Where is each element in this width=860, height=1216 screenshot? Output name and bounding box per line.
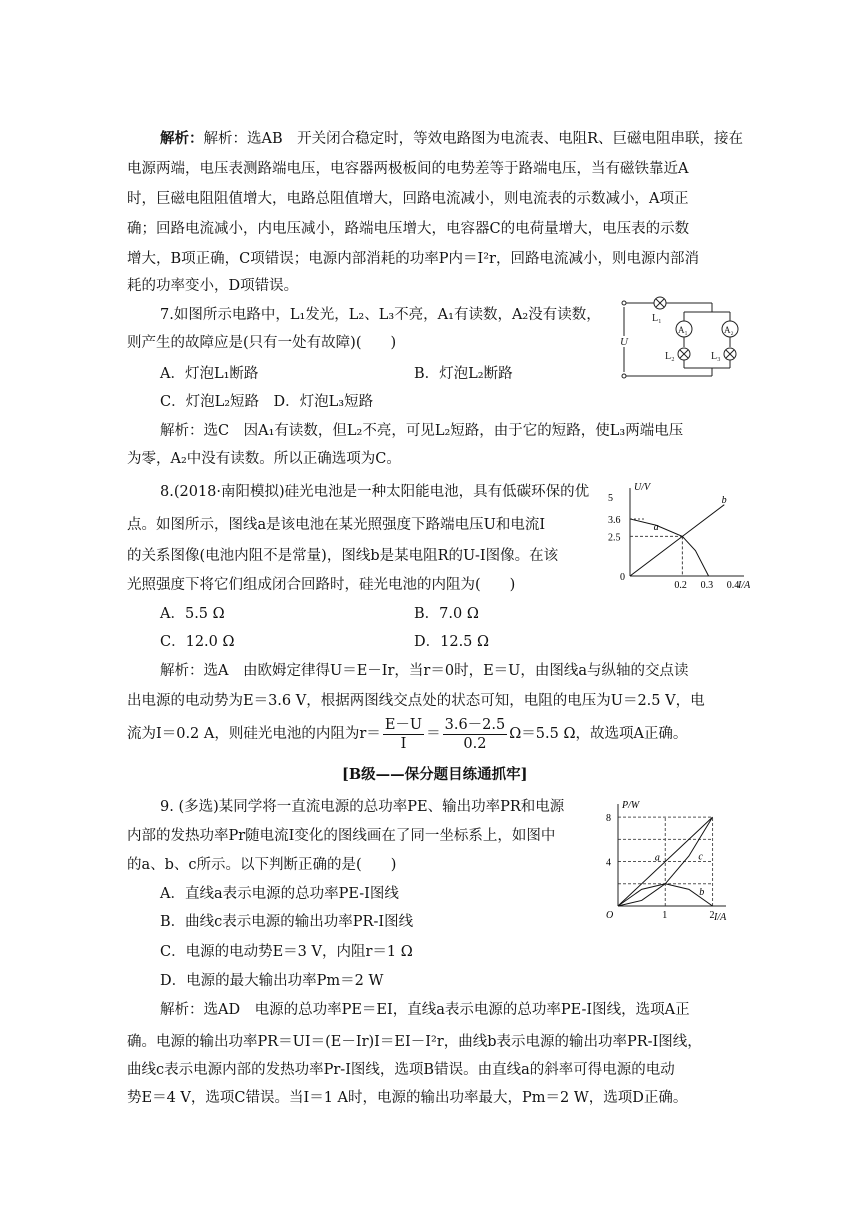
q8-ui-chart (604, 480, 750, 590)
q9-option-b: B．曲线c表示电源的输出功率PR-I图线 (160, 914, 414, 930)
q9-power-chart (600, 794, 740, 920)
q8-option-c: C．12.0 Ω (160, 634, 235, 650)
label-l2: L₂ (665, 351, 675, 362)
y-axis-label: P/W (622, 800, 640, 811)
q7-option-cd: C．灯泡L₂短路 D．灯泡L₃短路 (160, 394, 374, 410)
q7-stem-line-2: 则产生的故障应是(只有一处有故障)( ) (127, 335, 397, 351)
x-axis-label: I/A (714, 912, 727, 920)
q9-analysis-line-3: 曲线c表示电源内部的发热功率Pr-I图线，选项B错误。由直线a的斜率可得电源的电动 (127, 1062, 675, 1078)
q9-option-a: A．直线a表示电源的总功率PE-I图线 (160, 886, 399, 902)
series-a-label: a (653, 522, 659, 534)
y-tick-label: 3.6 (608, 514, 621, 526)
y-tick-label: 5 (608, 492, 613, 504)
q8-analysis-line-1: 解析：选A 由欧姆定律得U＝E－Ir，当r＝0时，E＝U，由图线a与纵轴的交点读 (160, 663, 689, 679)
q8-option-b: B．7.0 Ω (414, 606, 479, 622)
q8-analysis-formula: 流为I＝0.2 A，则硅光电池的内阻为r＝ $\frac{E-U}{I}$ ＝ $\frac{3.6-2.5}{0.2}$ Ω＝5.5 Ω，故选项A正确。 (127, 716, 688, 752)
q7-option-b: B．灯泡L₂断路 (414, 366, 513, 382)
q8-stem-line-1: 8.(2018·南阳模拟)硅光电池是一种太阳能电池，具有低碳环保的优 (160, 484, 590, 500)
q7-stem-line-1: 7.如图所示电路中，L₁发光，L₂、L₃不亮，A₁有读数，A₂没有读数， (160, 307, 601, 323)
q7-circuit-diagram (612, 292, 748, 384)
x-tick-label: 0.4 (726, 580, 740, 590)
q8-option-d: D．12.5 Ω (414, 634, 490, 650)
label-a1: A₁ (678, 325, 688, 335)
q7-analysis-line-1: 解析：选C 因A₁有读数，但L₂不亮，可见L₂短路，由于它的短路，使L₃两端电压 (160, 423, 684, 439)
origin-label: 0 (620, 572, 625, 583)
lamp-l2-icon (678, 348, 690, 360)
q6-analysis-line-1: 解析：解析：选AB 开关闭合稳定时，等效电路图为电流表、电阻R、巨磁电阻串联，接在 (160, 130, 744, 147)
lamp-l3-icon (724, 348, 736, 360)
section-b-heading: [B级——保分题目练通抓牢] (342, 766, 528, 783)
lamp-l1-icon (654, 297, 666, 309)
q8-option-a: A．5.5 Ω (160, 606, 225, 622)
label-u: U (620, 336, 628, 348)
q9-analysis-line-2: 确。电源的输出功率PR＝UI＝(E－Ir)I＝EI－I²r，曲线b表示电源的输出功率PR-I图线， (127, 1034, 702, 1050)
q9-option-c: C．电源的电动势E＝3 V，内阻r＝1 Ω (160, 944, 413, 960)
q9-option-d: D．电源的最大输出功率Pm＝2 W (160, 973, 384, 989)
series-b-label: b (721, 495, 727, 507)
q9-analysis-line-1: 解析：选AD 电源的总功率PE＝EI，直线a表示电源的总功率PE-I图线，选项A正 (160, 1002, 690, 1018)
y-tick-label: 4 (606, 857, 611, 869)
q9-stem-line-2: 内部的发热功率Pr随电流I变化的图线画在了同一坐标系上，如图中 (127, 828, 556, 844)
q6-analysis-line-4: 确；回路电流减小，内电压减小，路端电压增大，电容器C的电荷量增大，电压表的示数 (127, 221, 690, 237)
q9-analysis-line-4: 势E＝4 V，选项C错误。当I＝1 A时，电源的输出功率最大，Pm＝2 W，选项D正确。 (127, 1090, 688, 1106)
q9-stem-line-3: 的a、b、c所示。以下判断正确的是( ) (127, 857, 397, 873)
y-axis-label: U/V (634, 482, 651, 493)
q8-stem-line-2: 点。如图所示，图线a是该电池在某光照强度下路端电压U和电流I (127, 517, 546, 533)
q6-analysis-line-3: 时，巨磁电阻阻值增大，电路总阻值增大，回路电流减小，则电流表的示数减小，A项正 (127, 191, 689, 207)
q6-analysis-line-5: 增大，B项正确，C项错误；电源内部消耗的功率P内＝I²r，回路电流减小，则电源内部消 (127, 251, 699, 267)
q9-stem-line-1: 9. (多选)某同学将一直流电源的总功率PE、输出功率PR和电源 (160, 799, 565, 815)
q8-stem-line-4: 光照强度下将它们组成闭合回路时，硅光电池的内阻为( ) (127, 577, 516, 593)
x-tick-label: 1 (662, 910, 668, 920)
x-tick-label: 0.2 (674, 580, 687, 590)
q8-stem-line-3: 的关系图像(电池内阻不是常量)，图线b是某电阻R的U-I图像。在该 (127, 548, 559, 564)
series-a-label: a (654, 852, 660, 864)
y-tick-label: 8 (606, 813, 611, 825)
series-b-label: b (699, 886, 705, 898)
label-l3: L₃ (711, 351, 721, 362)
label-l1: L₁ (652, 313, 662, 324)
x-axis-label: I/A (738, 580, 750, 590)
series-c-label: c (698, 851, 703, 863)
q6-analysis-line-6: 耗的功率变小，D项错误。 (127, 278, 299, 294)
origin-label: O (606, 910, 614, 920)
q7-analysis-line-2: 为零，A₂中没有读数。所以正确选项为C。 (127, 451, 401, 467)
y-tick-label: 2.5 (608, 532, 621, 544)
x-tick-label: 0.3 (700, 580, 714, 590)
x-tick-label: 2 (709, 910, 715, 920)
q6-analysis-line-2: 电源两端，电压表测路端电压，电容器两极板间的电势差等于路端电压，当有磁铁靠近A (127, 161, 689, 177)
q8-analysis-line-2: 出电源的电动势为E＝3.6 V，根据两图线交点处的状态可知，电阻的电压为U＝2.5 V，电 (127, 693, 705, 709)
q7-option-a: A．灯泡L₁断路 (160, 366, 259, 382)
label-a2: A₂ (724, 325, 734, 335)
series-b (630, 505, 724, 576)
